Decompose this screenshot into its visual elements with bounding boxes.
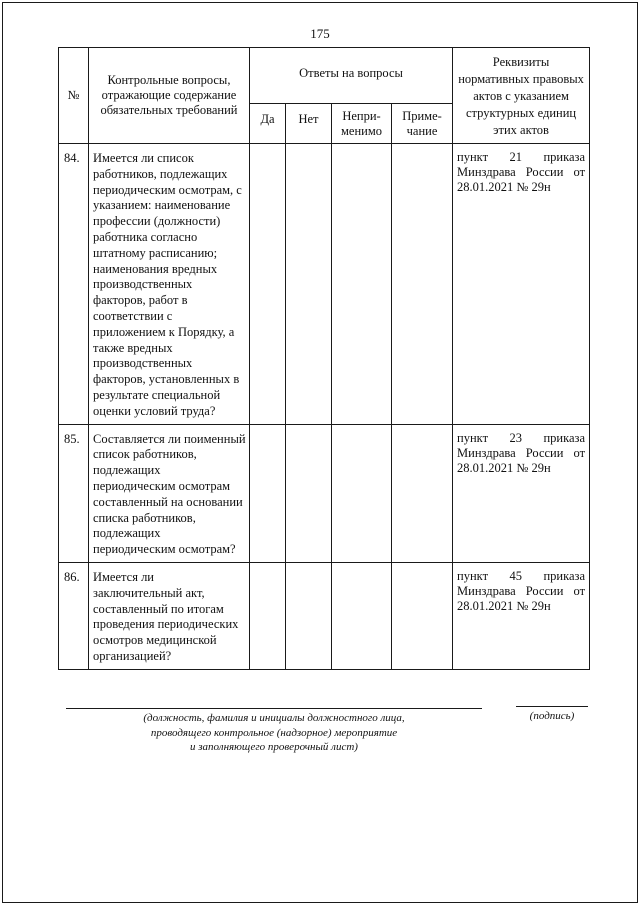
answer-note-cell[interactable] — [392, 144, 453, 425]
table-row — [59, 562, 590, 669]
header-no: Нет — [286, 104, 332, 144]
official-caption-line: и заполняющего проверочный лист) — [190, 741, 358, 753]
question-text: Имеется ли список работников, подлежащих периодическим осмотрам, с указанием: наименование профессии (должности) работника согласно штатному расписанию; наименования вредных производственных факторов, работ в соответствии с приложением к Порядку, а также вредных производственных факторов, установленных в результате специальной оценки условий труда? — [89, 144, 250, 425]
signature-caption: (подпись) — [529, 710, 575, 722]
header-requisites: Реквизиты нормативных правовых актов с указанием структурных единиц этих актов — [453, 48, 590, 144]
header-answers-group: Ответы на вопросы — [250, 48, 453, 104]
answer-yes-cell[interactable] — [250, 144, 286, 425]
reference-word: приказа — [543, 568, 586, 583]
page-number: 175 — [310, 26, 330, 41]
official-caption-line: проводящего контрольное (надзорное) мероприятие — [150, 726, 398, 739]
checklist-table — [58, 47, 590, 670]
reference-cell — [453, 562, 590, 669]
reference-word: пункт — [457, 568, 489, 583]
reference-word: приказа — [543, 150, 586, 164]
question-text: Имеется ли заключительный акт, составленный по итогам проведения периодических осмотров медицинской организацией? — [89, 562, 250, 669]
header-questions: Контрольные вопросы, отражающие содержание обязательных требований — [89, 48, 250, 144]
reference-cell — [453, 144, 590, 425]
reference-first-line — [457, 431, 585, 446]
reference-word: пункт — [457, 430, 489, 445]
reference-point-number: 21 — [509, 150, 523, 164]
reference-text: Минздрава России от 28.01.2021 № 29н — [457, 583, 586, 613]
official-signature-line[interactable] — [66, 708, 482, 709]
answer-no-cell[interactable] — [286, 144, 332, 425]
reference-first-line — [457, 150, 585, 165]
answer-yes-cell[interactable] — [250, 424, 286, 562]
reference-first-line — [457, 569, 585, 584]
answer-no-cell[interactable] — [286, 562, 332, 669]
row-number: 84. — [59, 144, 89, 425]
table-row — [59, 144, 590, 425]
reference-point-number: 23 — [509, 430, 523, 445]
row-number: 86. — [59, 562, 89, 669]
header-not-applicable: Непри-менимо — [332, 104, 392, 144]
reference-word: пункт — [457, 150, 489, 164]
answer-note-cell[interactable] — [392, 424, 453, 562]
reference-word: приказа — [543, 430, 586, 445]
reference-cell — [453, 424, 590, 562]
answer-not-applicable-cell[interactable] — [332, 424, 392, 562]
reference-point-number: 45 — [509, 568, 523, 583]
official-caption — [66, 711, 482, 755]
header-number: № — [59, 48, 89, 144]
row-number: 85. — [59, 424, 89, 562]
answer-note-cell[interactable] — [392, 562, 453, 669]
header-yes: Да — [250, 104, 286, 144]
answer-no-cell[interactable] — [286, 424, 332, 562]
official-caption-line: (должность, фамилия и инициалы должностного лица, — [143, 712, 405, 724]
table-row — [59, 424, 590, 562]
signature-line[interactable] — [516, 706, 588, 707]
answer-not-applicable-cell[interactable] — [332, 144, 392, 425]
reference-text: Минздрава России от 28.01.2021 № 29н — [457, 165, 586, 194]
question-text: Составляется ли поименный список работников, подлежащих периодическим осмотрам составленный на основании списка работников, подлежащих периодическим осмотрам? — [89, 424, 250, 562]
answer-yes-cell[interactable] — [250, 562, 286, 669]
header-note: Приме-чание — [392, 104, 453, 144]
answer-not-applicable-cell[interactable] — [332, 562, 392, 669]
reference-text: Минздрава России от 28.01.2021 № 29н — [457, 445, 586, 475]
